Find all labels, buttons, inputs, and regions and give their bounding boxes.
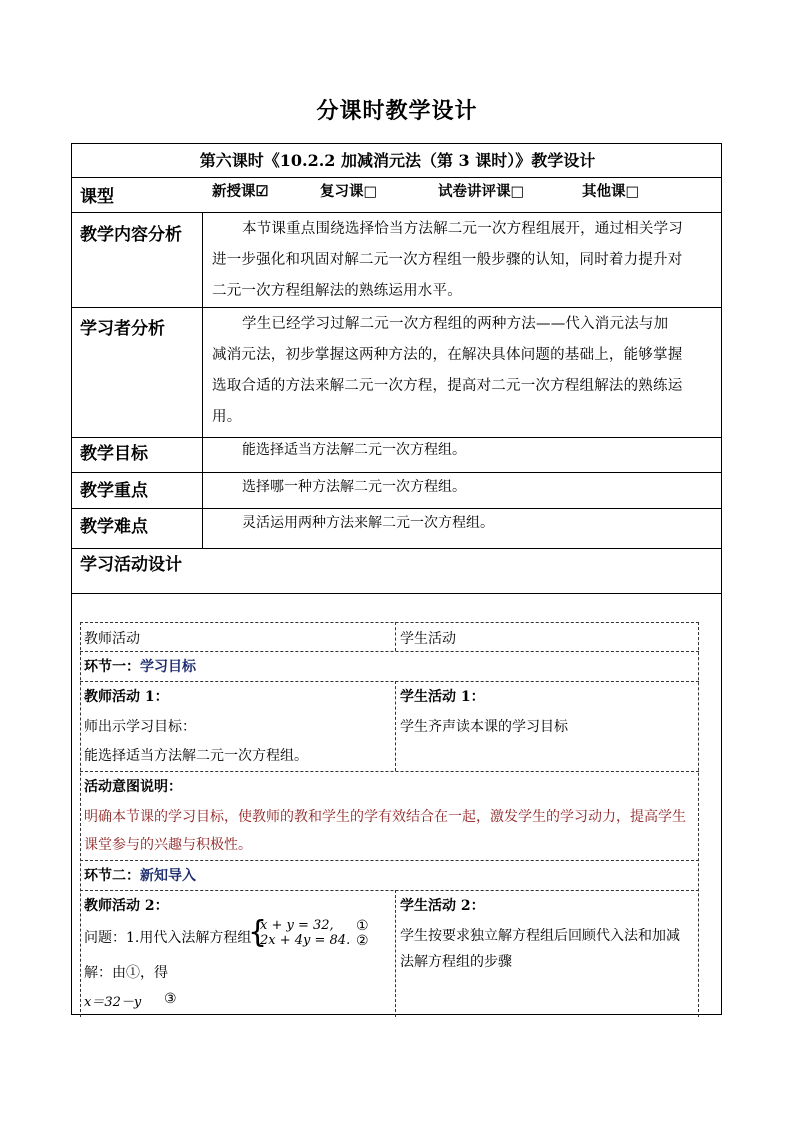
difficulty-text: 灵活运用两种方法来解二元一次方程组。 [242,515,494,531]
section-2-heading [84,865,196,885]
intent-line: 课堂参与的兴趣与积极性。 [84,837,252,853]
learner-analysis-label: 学习者分析 [80,319,165,339]
brace-icon: { [248,915,268,950]
learner-analysis-line: 减消元法，初步掌握这两种方法的，在解决具体问题的基础上，能够掌握 [212,347,683,363]
difficulty-label: 教学难点 [80,517,148,537]
question-text: 问题：1.用代入法解方程组 [84,930,252,946]
student-activity-1-title: 学生活动 1： [400,689,485,705]
option-review-lesson: 复习课□ [320,183,378,200]
option-new-lesson: 新授课☑ [212,183,269,200]
solution-step-mark: ③ [164,991,177,1007]
content-analysis-label: 教学内容分析 [80,225,182,245]
section-2-title: 新知导入 [140,868,196,884]
teacher-activity-1-title: 教师活动 1： [84,689,169,705]
equation-2: 2x + 4y = 84. [260,933,351,948]
learner-analysis-line: 用。 [212,409,242,425]
objective-text: 能选择适当方法解二元一次方程组。 [242,442,466,458]
teacher-activity-1-line: 能选择适当方法解二元一次方程组。 [84,748,308,764]
teacher-activity-1-line: 师出示学习目标： [84,719,196,735]
student-activity-2-title: 学生活动 2： [400,898,485,914]
teacher-activity-2-question [84,927,251,947]
student-activity-1-text: 学生齐声读本课的学习目标 [400,719,568,735]
activity-design-label: 学习活动设计 [80,555,182,575]
activity-table [80,622,699,1017]
page-title: 分课时教学设计 [316,98,478,124]
teacher-activity-header: 教师活动 [84,631,140,647]
section-1-heading [84,656,196,676]
option-other-lesson: 其他课□ [582,183,640,200]
teacher-activity-2-title: 教师活动 2： [84,898,169,914]
equation-2-mark: ② [356,933,369,949]
equation-1-mark: ① [356,918,369,934]
section-1-prefix: 环节一： [84,659,140,675]
lesson-design-table [71,143,722,1015]
lesson-subtitle: 第六课时《10.2.2 加减消元法（第 3 课时）》教学设计 [199,151,596,170]
option-test-review-lesson: 试卷讲评课□ [438,183,525,200]
learner-analysis-line: 选取合适的方法来解二元一次方程，提高对二元一次方程组解法的熟练运 [212,378,683,394]
solution-step: x＝32－y [84,995,142,1010]
intent-line: 明确本节课的学习目标，使教师的教和学生的学有效结合在一起，激发学生的学习动力，提高学生 [84,809,686,825]
content-analysis-line: 本节课重点围绕选择恰当方法解二元一次方程组展开，通过相关学习 [242,221,683,237]
section-2-prefix: 环节二： [84,868,140,884]
key-point-label: 教学重点 [80,481,148,501]
content-analysis-line: 二元一次方程组解法的熟练运用水平。 [212,283,462,299]
solution-start: 解：由①，得 [84,965,168,981]
student-activity-2-line: 法解方程组的步骤 [400,954,512,970]
student-activity-header: 学生活动 [400,631,456,647]
content-analysis-text [212,214,717,307]
section-1-title: 学习目标 [140,659,196,675]
equation-1: x + y = 32, [260,918,334,933]
key-point-text: 选择哪一种方法解二元一次方程组。 [242,479,466,495]
intent-label: 活动意图说明： [84,779,182,795]
lesson-type-label: 课型 [80,187,114,207]
student-activity-2-line: 学生按要求独立解方程组后回顾代入法和加减 [400,928,680,944]
objective-label: 教学目标 [80,444,148,464]
content-analysis-line: 进一步强化和巩固对解二元一次方程组一般步骤的认知，同时着力提升对 [212,252,683,268]
learner-analysis-line: 学生已经学习过解二元一次方程组的两种方法——代入消元法与加 [242,316,669,332]
learner-analysis-text [212,309,717,433]
